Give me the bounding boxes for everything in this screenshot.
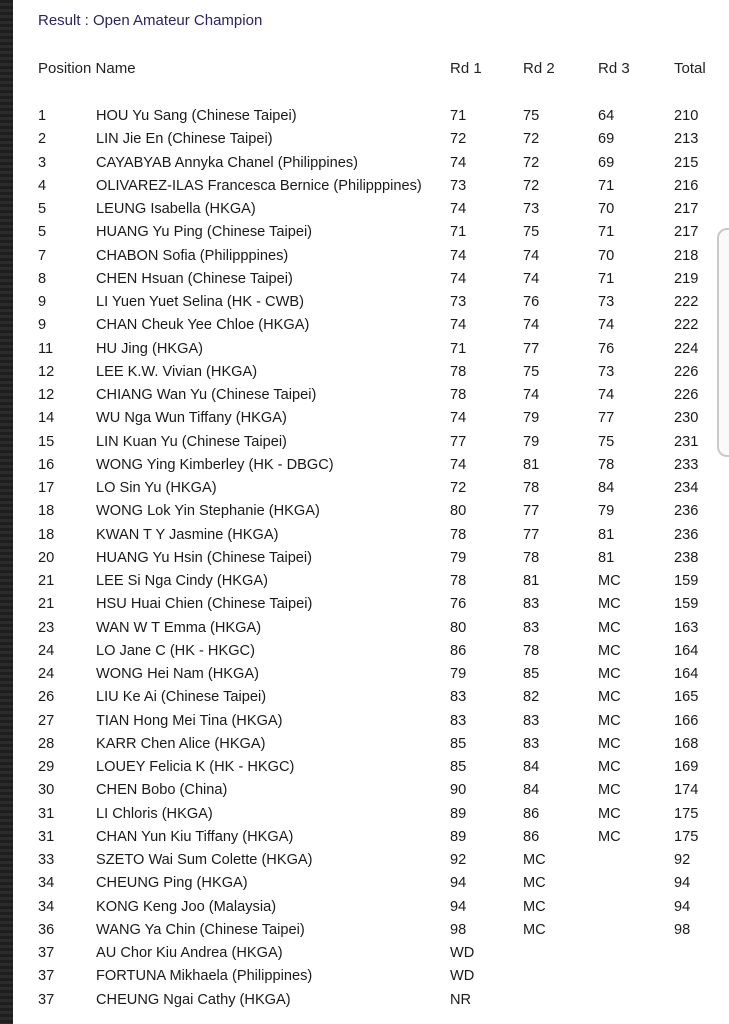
cell-total: 236	[674, 526, 699, 543]
cell-rd3: MC	[598, 782, 621, 799]
table-row	[0, 850, 729, 872]
cell-rd2: 77	[523, 526, 540, 543]
cell-name: AU Chor Kiu Andrea (HKGA)	[96, 945, 283, 961]
cell-rd1: 74	[450, 247, 467, 264]
cell-rd1: 78	[450, 363, 467, 380]
cell-total: 219	[674, 270, 699, 287]
cell-rd2: 85	[523, 666, 540, 682]
cell-total: 224	[674, 340, 699, 357]
cell-rd1: 86	[450, 642, 467, 659]
cell-position: 18	[38, 526, 55, 543]
cell-rd1: WD	[450, 968, 475, 985]
cell-rd3: 70	[598, 247, 615, 264]
cell-total: 169	[674, 759, 699, 775]
cell-rd1: 79	[450, 549, 467, 566]
cell-position: 21	[38, 573, 55, 589]
cell-total: 236	[674, 503, 699, 520]
cell-position: 1	[38, 108, 47, 124]
table-row	[0, 804, 729, 826]
cell-total: 175	[674, 828, 699, 845]
table-row	[0, 548, 729, 570]
cell-rd3: MC	[598, 642, 621, 659]
cell-position: 26	[38, 689, 55, 706]
table-row	[0, 594, 729, 616]
table-row	[0, 641, 729, 663]
cell-total: 94	[674, 898, 691, 915]
cell-total: 216	[674, 177, 699, 194]
cell-rd3: 73	[598, 294, 615, 310]
table-row	[0, 990, 729, 1012]
cell-total: 226	[674, 387, 699, 403]
cell-rd2: MC	[523, 921, 546, 938]
cell-total: 94	[674, 875, 691, 892]
cell-rd3: MC	[598, 759, 621, 775]
cell-name: KWAN T Y Jasmine (HKGA)	[96, 526, 279, 543]
cell-rd2: 72	[523, 131, 540, 148]
header-total: Total	[674, 60, 706, 77]
cell-rd2: 82	[523, 689, 540, 706]
cell-total: 159	[674, 573, 699, 589]
cell-rd3: 71	[598, 177, 615, 194]
cell-rd3: MC	[598, 735, 621, 752]
cell-rd1: 74	[450, 456, 467, 473]
cell-total: 217	[674, 201, 699, 217]
cell-name: FORTUNA Mikhaela (Philippines)	[96, 968, 313, 985]
cell-name: LOUEY Felicia K (HK - HKGC)	[96, 759, 295, 775]
header-rd3: Rd 3	[598, 60, 630, 77]
cell-name: CHAN Cheuk Yee Chloe (HKGA)	[96, 317, 310, 334]
cell-rd1: 76	[450, 596, 467, 613]
cell-rd2: 74	[523, 387, 540, 403]
cell-total: 218	[674, 247, 699, 264]
table-row	[0, 525, 729, 547]
cell-name: KARR Chen Alice (HKGA)	[96, 735, 266, 752]
cell-rd3: 71	[598, 270, 615, 287]
cell-position: 31	[38, 828, 55, 845]
table-row	[0, 362, 729, 384]
cell-rd3: 76	[598, 340, 615, 357]
cell-rd1: 72	[450, 480, 467, 496]
table-row	[0, 827, 729, 849]
cell-rd2: 74	[523, 270, 540, 287]
cell-name: CHEUNG Ping (HKGA)	[96, 875, 248, 892]
table-row	[0, 920, 729, 942]
cell-rd1: 73	[450, 177, 467, 194]
cell-rd2: 74	[523, 247, 540, 264]
cell-rd1: 85	[450, 735, 467, 752]
cell-total: 163	[674, 619, 699, 636]
cell-position: 24	[38, 642, 55, 659]
table-row	[0, 269, 729, 291]
cell-rd3: 64	[598, 108, 615, 124]
cell-rd1: 79	[450, 666, 467, 682]
table-row	[0, 153, 729, 175]
cell-position: 5	[38, 201, 47, 217]
cell-rd1: 92	[450, 852, 467, 868]
cell-rd1: 72	[450, 131, 467, 148]
cell-name: CHABON Sofia (Philipppines)	[96, 247, 289, 264]
cell-rd1: 78	[450, 526, 467, 543]
cell-rd1: 74	[450, 154, 467, 171]
cell-position: 27	[38, 712, 55, 729]
cell-total: 222	[674, 317, 699, 334]
cell-rd1: 80	[450, 503, 467, 520]
table-row	[0, 618, 729, 640]
cell-position: 12	[38, 363, 55, 380]
cell-total: 233	[674, 456, 699, 473]
cell-rd2: 76	[523, 294, 540, 310]
table-row	[0, 897, 729, 919]
cell-rd3: 71	[598, 224, 615, 241]
table-row	[0, 455, 729, 477]
cell-total: 231	[674, 433, 699, 450]
table-row	[0, 315, 729, 337]
cell-total: 210	[674, 108, 699, 124]
table-row	[0, 943, 729, 965]
table-row	[0, 246, 729, 268]
cell-rd1: 77	[450, 433, 467, 450]
table-row	[0, 408, 729, 430]
cell-rd3: MC	[598, 666, 621, 682]
cell-name: LIN Kuan Yu (Chinese Taipei)	[96, 433, 287, 450]
cell-rd2: 77	[523, 503, 540, 520]
cell-rd1: 71	[450, 108, 467, 124]
table-header	[0, 60, 729, 80]
cell-rd1: 83	[450, 689, 467, 706]
cell-rd3: MC	[598, 805, 621, 822]
cell-position: 28	[38, 735, 55, 752]
cell-total: 164	[674, 642, 699, 659]
cell-position: 20	[38, 549, 55, 566]
cell-position: 17	[38, 480, 55, 496]
cell-name: WANG Ya Chin (Chinese Taipei)	[96, 921, 305, 938]
cell-rd2: 83	[523, 735, 540, 752]
cell-rd2: 75	[523, 108, 540, 124]
cell-name: HSU Huai Chien (Chinese Taipei)	[96, 596, 313, 613]
cell-position: 14	[38, 410, 55, 427]
cell-position: 34	[38, 875, 55, 892]
cell-total: 175	[674, 805, 699, 822]
cell-rd3: 77	[598, 410, 615, 427]
cell-rd1: 71	[450, 340, 467, 357]
cell-rd1: 98	[450, 921, 467, 938]
cell-rd1: 78	[450, 387, 467, 403]
cell-position: 24	[38, 666, 55, 682]
cell-name: HUANG Yu Hsin (Chinese Taipei)	[96, 549, 313, 566]
cell-total: 234	[674, 480, 699, 496]
cell-rd1: 78	[450, 573, 467, 589]
cell-rd2: 81	[523, 573, 540, 589]
cell-position: 9	[38, 317, 47, 334]
cell-position: 16	[38, 456, 55, 473]
cell-total: 230	[674, 410, 699, 427]
cell-position: 37	[38, 968, 55, 985]
cell-rd3: 74	[598, 387, 615, 403]
table-row	[0, 780, 729, 802]
table-row	[0, 873, 729, 895]
cell-rd3: MC	[598, 712, 621, 729]
cell-rd2: 78	[523, 642, 540, 659]
cell-name: LEE K.W. Vivian (HKGA)	[96, 363, 258, 380]
table-row	[0, 432, 729, 454]
cell-name: KONG Keng Joo (Malaysia)	[96, 898, 277, 915]
cell-rd3: MC	[598, 828, 621, 845]
cell-rd2: 79	[523, 410, 540, 427]
table-row	[0, 292, 729, 314]
cell-position: 29	[38, 759, 55, 775]
cell-rd2: 83	[523, 619, 540, 636]
cell-rd2: 84	[523, 782, 540, 799]
cell-rd2: 72	[523, 177, 540, 194]
cell-name: CHAN Yun Kiu Tiffany (HKGA)	[96, 828, 294, 845]
cell-name: TIAN Hong Mei Tina (HKGA)	[96, 712, 283, 729]
cell-position: 3	[38, 154, 47, 171]
cell-rd1: 89	[450, 828, 467, 845]
cell-rd3: 69	[598, 154, 615, 171]
header-rd2: Rd 2	[523, 60, 555, 77]
cell-rd1: 74	[450, 201, 467, 217]
cell-rd1: 94	[450, 875, 467, 892]
table-row	[0, 734, 729, 756]
cell-name: LI Yuen Yuet Selina (HK - CWB)	[96, 294, 304, 310]
cell-name: HUANG Yu Ping (Chinese Taipei)	[96, 224, 313, 241]
cell-name: OLIVAREZ-ILAS Francesca Bernice (Philipppines)	[96, 177, 422, 194]
cell-name: LO Sin Yu (HKGA)	[96, 480, 217, 496]
table-row	[0, 106, 729, 128]
cell-total: 174	[674, 782, 699, 799]
cell-name: LI Chloris (HKGA)	[96, 805, 213, 822]
cell-total: 98	[674, 921, 691, 938]
page-title: Result : Open Amateur Champion	[38, 12, 263, 29]
cell-total: 238	[674, 549, 699, 566]
cell-rd2: 79	[523, 433, 540, 450]
cell-rd2: 84	[523, 759, 540, 775]
cell-rd3: 81	[598, 526, 615, 543]
cell-rd1: 89	[450, 805, 467, 822]
table-row	[0, 478, 729, 500]
cell-position: 18	[38, 503, 55, 520]
cell-rd3: MC	[598, 596, 621, 613]
table-row	[0, 711, 729, 733]
cell-name: WONG Lok Yin Stephanie (HKGA)	[96, 503, 320, 520]
cell-rd3: 74	[598, 317, 615, 334]
cell-position: 11	[38, 340, 54, 357]
cell-rd2: 75	[523, 224, 540, 241]
cell-rd1: 74	[450, 410, 467, 427]
cell-rd1: 83	[450, 712, 467, 729]
cell-name: SZETO Wai Sum Colette (HKGA)	[96, 852, 313, 868]
cell-name: HU Jing (HKGA)	[96, 340, 204, 357]
cell-total: 217	[674, 224, 699, 241]
cell-rd2: 78	[523, 480, 540, 496]
cell-position: 31	[38, 805, 55, 822]
cell-rd1: 74	[450, 270, 467, 287]
cell-rd2: 83	[523, 712, 540, 729]
cell-rd2: 75	[523, 363, 540, 380]
cell-position: 9	[38, 294, 47, 310]
cell-name: LIN Jie En (Chinese Taipei)	[96, 131, 273, 148]
table-row	[0, 339, 729, 361]
cell-name: CHIANG Wan Yu (Chinese Taipei)	[96, 387, 317, 403]
cell-rd1: 71	[450, 224, 467, 241]
table-row	[0, 176, 729, 198]
table-row	[0, 664, 729, 686]
cell-rd3: 69	[598, 131, 615, 148]
cell-name: CHEUNG Ngai Cathy (HKGA)	[96, 991, 291, 1008]
table-row	[0, 222, 729, 244]
cell-position: 21	[38, 596, 55, 613]
cell-position: 30	[38, 782, 55, 799]
cell-rd1: 85	[450, 759, 467, 775]
cell-position: 33	[38, 852, 55, 868]
cell-total: 92	[674, 852, 691, 868]
cell-position: 37	[38, 991, 55, 1008]
cell-position: 12	[38, 387, 55, 403]
cell-name: WU Nga Wun Tiffany (HKGA)	[96, 410, 287, 427]
cell-position: 5	[38, 224, 47, 241]
cell-position: 37	[38, 945, 55, 961]
cell-rd1: 94	[450, 898, 467, 915]
cell-name: CAYABYAB Annyka Chanel (Philippines)	[96, 154, 359, 171]
cell-rd3: 75	[598, 433, 615, 450]
cell-name: WAN W T Emma (HKGA)	[96, 619, 262, 636]
cell-rd3: 78	[598, 456, 615, 473]
cell-rd3: 73	[598, 363, 615, 380]
cell-rd3: 70	[598, 201, 615, 217]
cell-rd3: 81	[598, 549, 615, 566]
cell-name: CHEN Hsuan (Chinese Taipei)	[96, 270, 293, 287]
table-row	[0, 385, 729, 407]
cell-name: LEUNG Isabella (HKGA)	[96, 201, 256, 217]
cell-position: 34	[38, 898, 55, 915]
cell-rd2: 73	[523, 201, 540, 217]
cell-rd2: 83	[523, 596, 540, 613]
cell-position: 2	[38, 131, 47, 148]
cell-rd2: 77	[523, 340, 540, 357]
cell-rd2: 81	[523, 456, 540, 473]
cell-name: CHEN Bobo (China)	[96, 782, 228, 799]
table-row	[0, 757, 729, 779]
cell-rd3: MC	[598, 689, 621, 706]
table-row	[0, 966, 729, 988]
header-position-name: Position Name	[38, 60, 136, 77]
header-rd1: Rd 1	[450, 60, 482, 77]
cell-total: 168	[674, 735, 699, 752]
cell-rd1: WD	[450, 945, 475, 961]
cell-total: 159	[674, 596, 699, 613]
cell-rd2: MC	[523, 898, 546, 915]
cell-rd2: 86	[523, 805, 540, 822]
cell-total: 213	[674, 131, 699, 148]
cell-position: 4	[38, 177, 47, 194]
cell-position: 23	[38, 619, 55, 636]
cell-rd2: MC	[523, 875, 546, 892]
cell-rd1: NR	[450, 991, 472, 1008]
cell-rd2: 86	[523, 828, 540, 845]
cell-rd1: 73	[450, 294, 467, 310]
cell-rd2: MC	[523, 852, 546, 868]
cell-rd1: 80	[450, 619, 467, 636]
cell-rd3: MC	[598, 573, 621, 589]
cell-rd3: 79	[598, 503, 615, 520]
cell-name: LEE Si Nga Cindy (HKGA)	[96, 573, 268, 589]
cell-total: 165	[674, 689, 699, 706]
cell-rd2: 78	[523, 549, 540, 566]
cell-total: 164	[674, 666, 699, 682]
cell-total: 226	[674, 363, 699, 380]
cell-rd2: 74	[523, 317, 540, 334]
cell-name: LO Jane C (HK - HKGC)	[96, 642, 255, 659]
table-row	[0, 199, 729, 221]
cell-rd1: 90	[450, 782, 467, 799]
cell-rd3: MC	[598, 619, 621, 636]
cell-position: 8	[38, 270, 47, 287]
cell-name: WONG Ying Kimberley (HK - DBGC)	[96, 456, 334, 473]
cell-total: 166	[674, 712, 699, 729]
cell-total: 215	[674, 154, 699, 171]
cell-name: HOU Yu Sang (Chinese Taipei)	[96, 108, 297, 124]
cell-name: WONG Hei Nam (HKGA)	[96, 666, 259, 682]
table-row	[0, 687, 729, 709]
cell-position: 7	[38, 247, 47, 264]
table-row	[0, 571, 729, 593]
table-row	[0, 501, 729, 523]
cell-rd3: 84	[598, 480, 615, 496]
table-row	[0, 129, 729, 151]
cell-total: 222	[674, 294, 699, 310]
cell-position: 36	[38, 921, 55, 938]
cell-position: 15	[38, 433, 55, 450]
cell-rd2: 72	[523, 154, 540, 171]
cell-name: LIU Ke Ai (Chinese Taipei)	[96, 689, 267, 706]
cell-rd1: 74	[450, 317, 467, 334]
